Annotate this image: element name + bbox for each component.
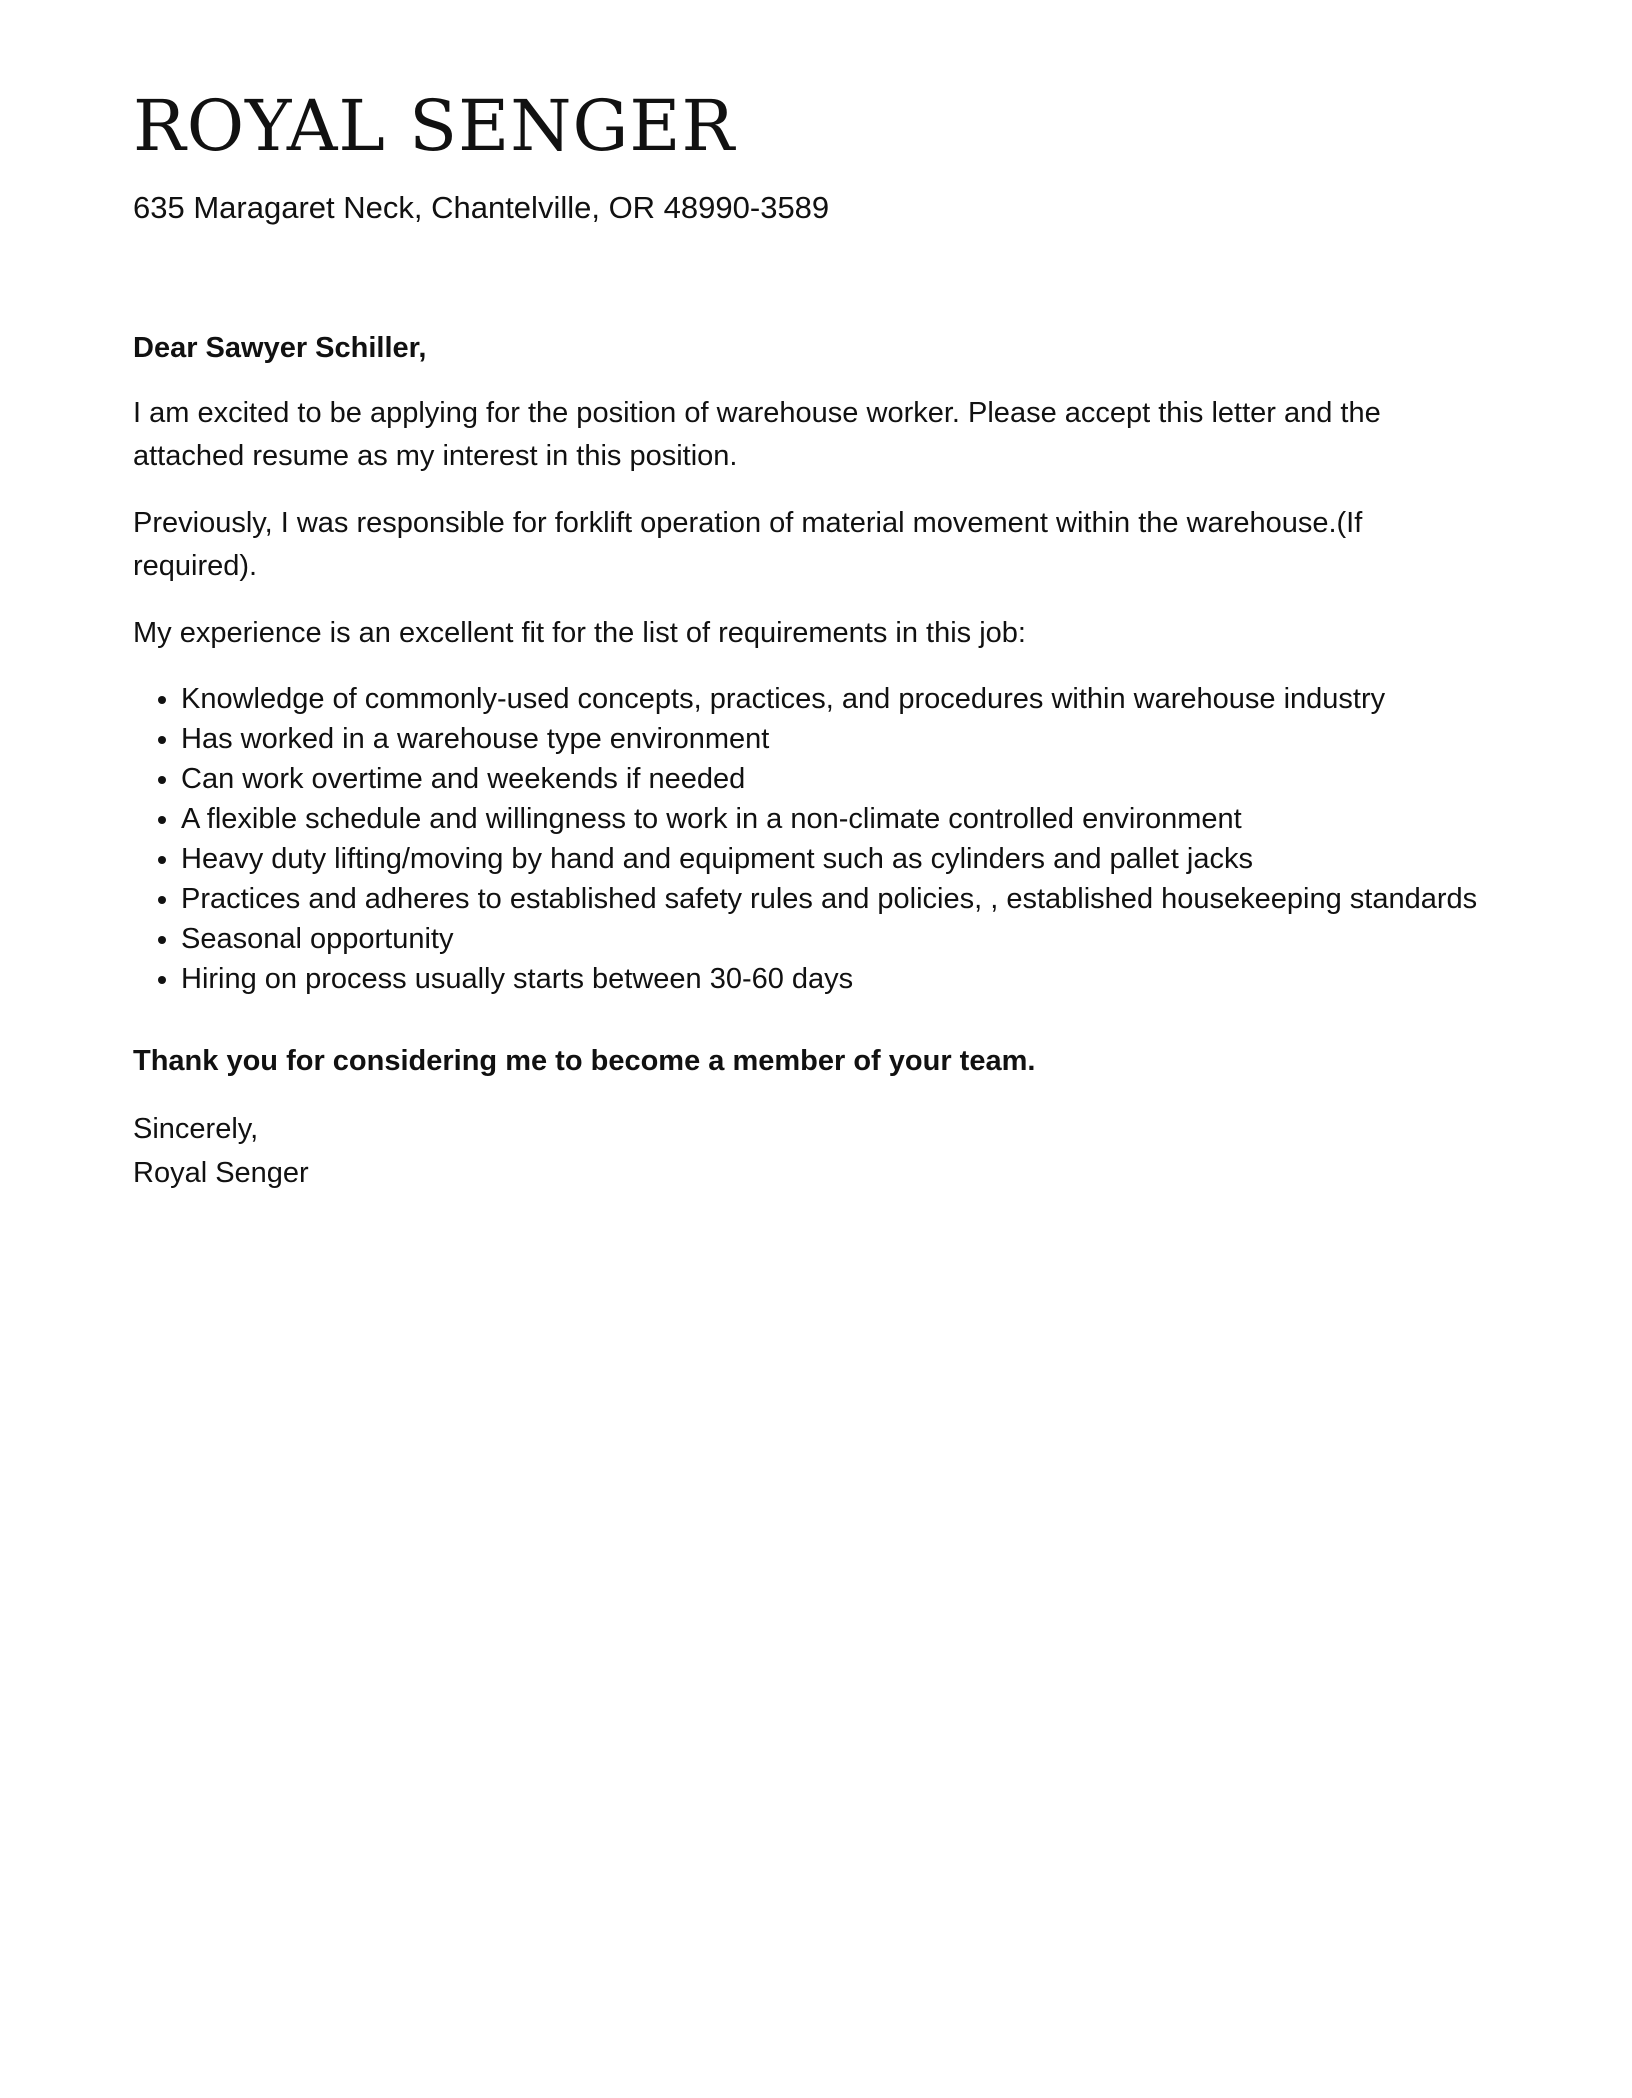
signature-name: Royal Senger [133, 1157, 309, 1189]
list-item: • Heavy duty lifting/moving by hand and equipment such as cylinders and pallet jacks [181, 839, 1493, 879]
sign-off [133, 1107, 1493, 1195]
cover-letter [133, 82, 1493, 1195]
list-item: • A flexible schedule and willingness to work in a non-climate controlled environment [181, 799, 1493, 839]
requirements-list [133, 679, 1493, 999]
list-item: • Seasonal opportunity [181, 919, 1493, 959]
list-item: • Practices and adheres to established safety rules and policies, , established housekeeping standards [181, 879, 1493, 919]
salutation: Dear Sawyer Schiller, [133, 332, 427, 364]
closing-line: Thank you for considering me to become a member of your team. [133, 1045, 1036, 1077]
list-item: • Can work overtime and weekends if needed [181, 759, 1493, 799]
list-item: • Knowledge of commonly-used concepts, practices, and procedures within warehouse industry [181, 679, 1493, 719]
list-item: • Hiring on process usually starts between 30-60 days [181, 959, 1493, 999]
intro-paragraph: I am excited to be applying for the position of warehouse worker. Please accept this letter and the attached resume as my interest in this position. [133, 397, 1381, 472]
valediction: Sincerely, [133, 1113, 259, 1145]
applicant-name: ROYAL SENGER [133, 85, 736, 167]
experience-paragraph: Previously, I was responsible for forklift operation of material movement within the warehouse.(If required). [133, 507, 1363, 582]
requirements-intro: My experience is an excellent fit for the list of requirements in this job: [133, 617, 1026, 649]
list-item: • Has worked in a warehouse type environment [181, 719, 1493, 759]
applicant-address: 635 Maragaret Neck, Chantelville, OR 48990-3589 [133, 190, 830, 225]
